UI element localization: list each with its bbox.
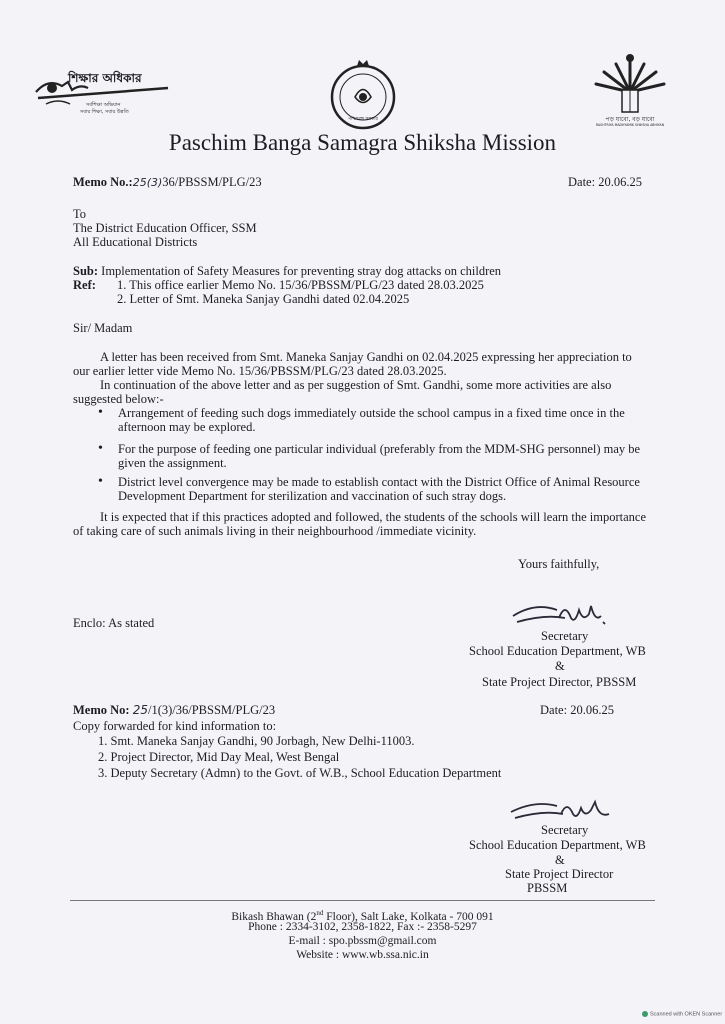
para1-line2: our earlier letter vide Memo No. 15/36/PBSSM/PLG/23 dated 28.03.2025. [73, 364, 447, 378]
memo2-number [73, 702, 275, 718]
footer-phone: Phone : 2334-3102, 2358-1822, Fax :- 2358-5297 [248, 921, 477, 933]
sig2-line3: & [555, 853, 565, 867]
footer-address-sup: nd [316, 909, 324, 917]
bullet2-line1: For the purpose of feeding one particular individual (preferably from the MDM-SHG personnel) may be [118, 442, 641, 456]
right-logo-caption: পড় যাবো, বড় যাবো [605, 116, 655, 123]
left-logo-sub2: সবার শিক্ষা, সবার উন্নতি [80, 109, 129, 115]
bullet3-line1: District level convergence may be made to establish contact with the District Office of Animal Resource [118, 475, 640, 489]
memo2-handwritten-number: 25 [132, 703, 148, 717]
memo2-date: Date: 20.06.25 [540, 703, 614, 717]
scanner-text: Scanned with OKEN Scanner [650, 1011, 723, 1018]
memo2-label: Memo No: [73, 703, 130, 717]
enclosure: Enclo: As stated [73, 616, 155, 630]
document-title: Paschim Banga Samagra Shiksha Mission [168, 130, 557, 155]
to-line1: To [73, 207, 87, 221]
sig1-line4: State Project Director, PBSSM [482, 675, 637, 689]
scanner-logo-icon [642, 1011, 648, 1017]
sig1-line2: School Education Department, WB [469, 644, 646, 658]
subject-text: Implementation of Safety Measures for preventing stray dog attacks on children [101, 264, 502, 278]
ref-item-1: 1. This office earlier Memo No. 15/36/PBSSM/PLG/23 dated 28.03.2025 [117, 278, 484, 292]
recipient-2: 2. Project Director, Mid Day Meal, West Bengal [98, 750, 340, 764]
recipient-1: 1. Smt. Maneka Sanjay Gandhi, 90 Jorbagh, New Delhi-11003. [98, 734, 415, 748]
bullet2-line2: given the assignment. [118, 456, 227, 470]
memo2-number-rest: /1(3)/36/PBSSM/PLG/23 [147, 703, 276, 717]
footer-email: E-mail : spo.pbssm@gmail.com [288, 935, 437, 947]
footer-address-pre: Bikash Bhawan (2 [231, 910, 317, 923]
sig2-line4: State Project Director [505, 867, 614, 881]
bullet1-line2: afternoon may be explored. [118, 420, 256, 434]
copy-forwarded-line: Copy forwarded for kind information to: [73, 719, 277, 733]
bullet1-line1: Arrangement of feeding such dogs immediately outside the school campus in a fixed time once in the [118, 406, 625, 420]
bullet-dot: • [98, 405, 103, 420]
sig2-line2: School Education Department, WB [469, 838, 646, 852]
memo-number-rest: 36/PBSSM/PLG/23 [162, 175, 262, 189]
ref-item-2: 2. Letter of Smt. Maneka Sanjay Gandhi dated 02.04.2025 [117, 292, 410, 306]
para2-line1: In continuation of the above letter and as per suggestion of Smt. Gandhi, some more activities are also [100, 378, 612, 392]
footer-divider [70, 900, 655, 901]
sig1-line3: & [555, 659, 565, 673]
subject-label: Sub: [73, 264, 99, 278]
bullet3-line2: Development Department for sterilization and vaccination of such stray dogs. [118, 489, 507, 503]
left-logo-text: শিক্ষার অধিকার [68, 71, 142, 85]
closing: Yours faithfully, [518, 557, 600, 571]
bullet-dot: • [98, 441, 103, 456]
para3-line2: of taking care of such animals living in their neighbourhood /immediate vicinity. [73, 524, 477, 538]
bullet-dot: • [98, 474, 103, 489]
right-logo-sub: RASHTRIYA MADHYAMIK SHIKSHA ABHIYAN [595, 123, 665, 127]
memo-date: Date: 20.06.25 [568, 175, 642, 189]
recipient-3: 3. Deputy Secretary (Admn) to the Govt. of W.B., School Education Department [98, 766, 502, 780]
salutation: Sir/ Madam [73, 321, 133, 335]
footer-address-post: Floor), Salt Lake, Kolkata - 700 091 [323, 910, 494, 923]
shikshar-adhikar-logo [28, 64, 178, 124]
to-line2: The District Education Officer, SSM [73, 221, 257, 235]
sig2-line1: Secretary [541, 823, 589, 837]
scanner-watermark [642, 1011, 722, 1017]
ref-label: Ref: [73, 278, 96, 292]
para3-line1: It is expected that if this practices adopted and followed, the students of the schools will learn the importance [100, 510, 647, 524]
sig2-line5: PBSSM [527, 881, 568, 895]
para1-line1: A letter has been received from Smt. Maneka Sanjay Gandhi on 02.04.2025 expressing her appreciation to [100, 350, 632, 364]
to-line3: All Educational Districts [73, 235, 198, 249]
memo-handwritten-number: 25(3) [132, 176, 163, 189]
rmsa-logo [588, 50, 672, 130]
memo-label: Memo No.: [73, 175, 133, 189]
memo-number [73, 174, 262, 191]
sig1-line1: Secretary [541, 629, 589, 643]
emblem-text: পশ্চিমবঙ্গ সরকার [348, 117, 378, 122]
footer-website: Website : www.wb.ssa.nic.in [296, 949, 429, 961]
west-bengal-emblem [326, 58, 400, 132]
para2-line2: suggested below:- [73, 392, 164, 406]
left-logo-sub1: সর্বশিক্ষা অভিযান [86, 102, 121, 108]
